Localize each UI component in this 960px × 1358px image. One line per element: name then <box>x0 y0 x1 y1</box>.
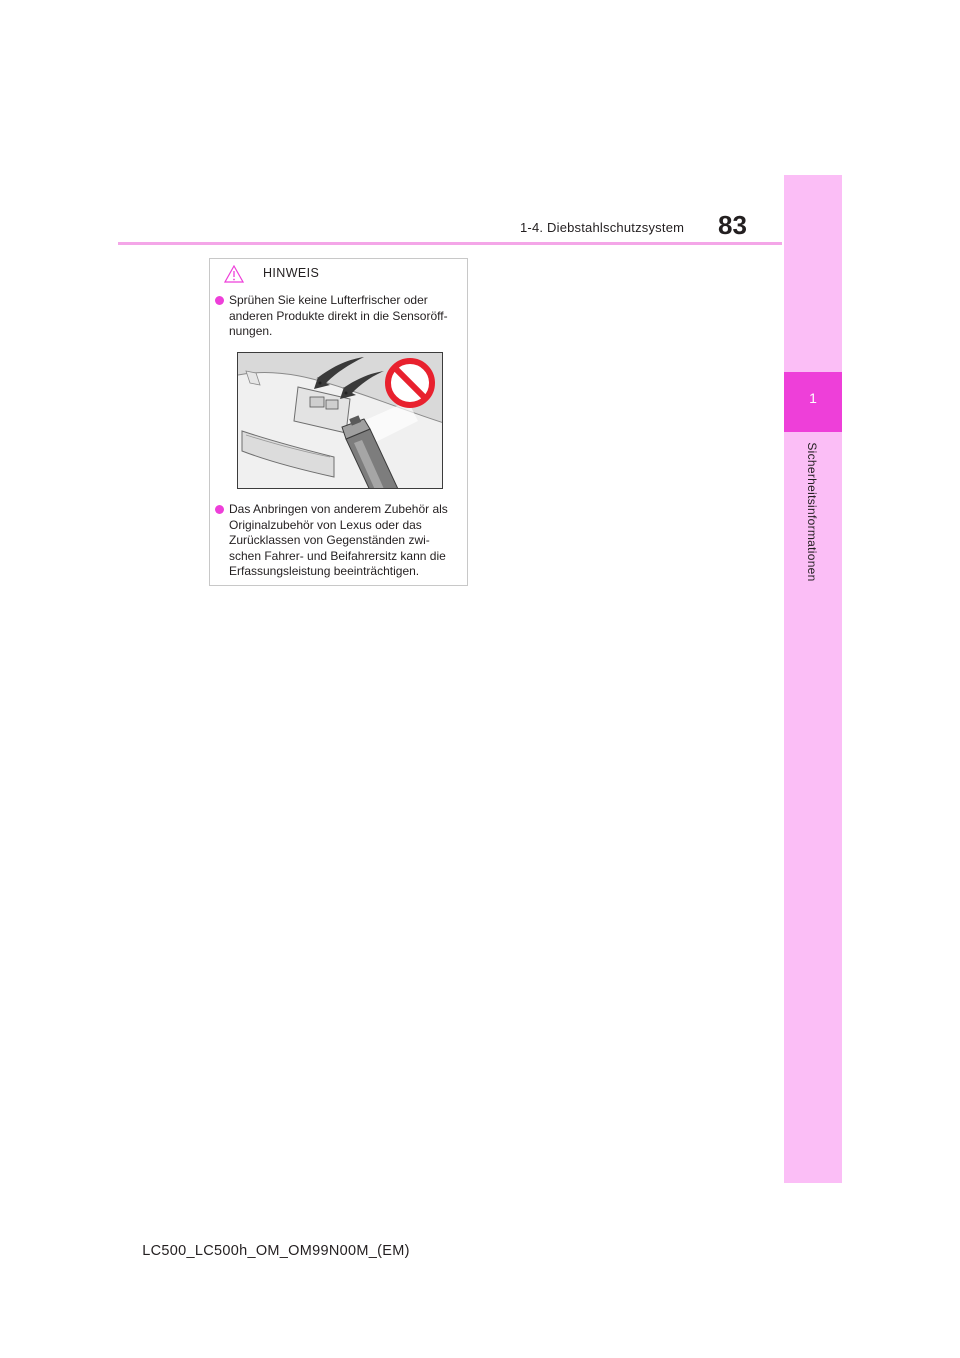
section-title: 1-4. Diebstahlschutzsystem <box>520 220 685 235</box>
page-number: 83 <box>718 210 747 240</box>
bullet-text: Das Anbringen von anderem Zubehör als Originalzubehör von Lexus oder das Zurücklassen von Gegenständen zwi- schen Fahrer- und Beifahrersitz kann die Erfassungsleistung beeinträchtigen. <box>229 502 448 578</box>
bullet-dot-icon <box>215 505 224 514</box>
document-code: LC500_LC500h_OM_OM99N00M_(EM) <box>142 1243 410 1259</box>
hinweis-box <box>209 258 468 586</box>
illustration-no-spray <box>237 352 443 489</box>
warning-triangle-icon <box>224 265 244 283</box>
hinweis-title: HINWEIS <box>263 266 320 280</box>
bullet-dot-icon <box>215 296 224 305</box>
chapter-label: Sicherheitsinformationen <box>805 442 819 582</box>
document-footer <box>0 1243 960 1259</box>
hinweis-header <box>210 259 467 289</box>
header-rule <box>118 242 782 245</box>
chapter-number: 1 <box>809 390 817 406</box>
hinweis-bullet <box>215 502 463 580</box>
bullet-text: Sprühen Sie keine Lufterfrischer oder anderen Produkte direkt in die Sensoröff- nungen. <box>229 293 448 338</box>
side-tab <box>784 175 842 1183</box>
prohibited-icon <box>388 361 432 405</box>
hinweis-bullet <box>215 293 463 340</box>
